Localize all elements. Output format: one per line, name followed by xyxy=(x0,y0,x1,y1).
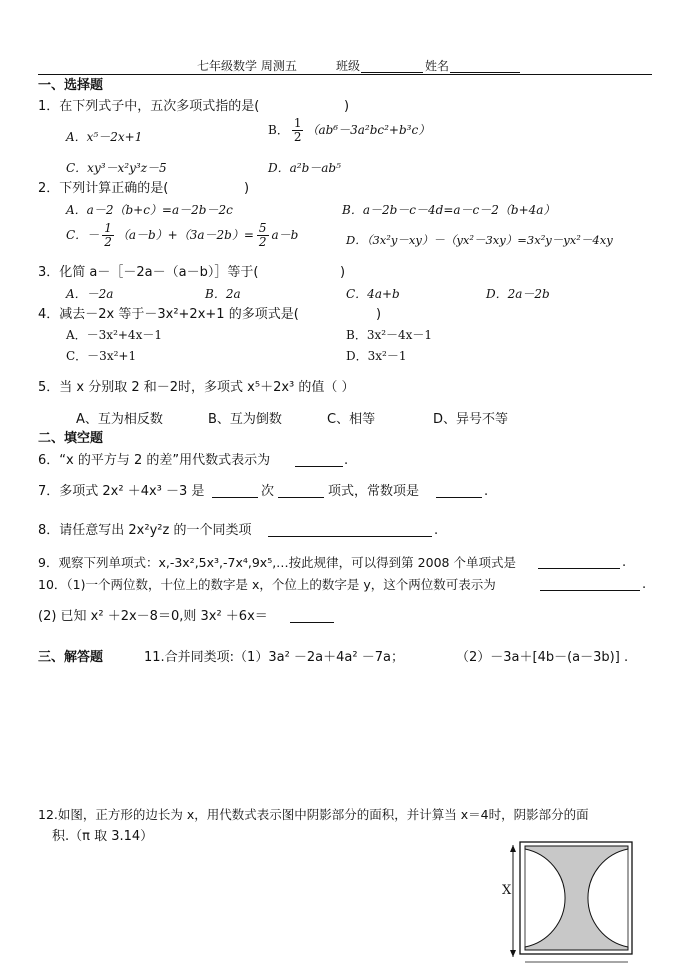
q11-part-1: 11.合并同类项:（1）3a² －2a＋4a² －7a； xyxy=(144,650,404,665)
name-label: 姓名 xyxy=(425,59,450,73)
shaded-square-figure xyxy=(500,836,640,972)
q5-option-a: A、互为相反数 xyxy=(76,412,163,427)
q6-period: . xyxy=(344,453,349,468)
q4-option-d: D．3x²－1 xyxy=(346,349,407,363)
q2-option-c-prefix: C．－ xyxy=(66,227,100,242)
q2-option-b: B．a－2b－c－4d=a－c－2（b+4a） xyxy=(342,203,556,217)
class-label: 班级 xyxy=(336,59,361,73)
q2-fraction-2-den: 2 xyxy=(258,235,267,250)
q2-option-c-middle: （a－b）+（3a－2b）= xyxy=(116,227,254,242)
q7-part-1: 7．多项式 2x² ＋4x³ －3 是 xyxy=(38,484,205,499)
q3-option-d: D．2a－2b xyxy=(486,287,550,301)
q12-line-1: 12.如图，正方形的边长为 x，用代数式表示图中阴影部分的面积，并计算当 x＝4时，阴影部分的面 xyxy=(38,807,589,822)
q2-option-c xyxy=(66,222,298,249)
q4-option-c: C．－3x²+1 xyxy=(66,349,137,363)
dimension-arrow-bottom xyxy=(510,950,516,957)
worksheet-title: 七年级数学 周测五 xyxy=(197,59,297,73)
q3-option-c: C．4a+b xyxy=(346,287,400,301)
class-blank[interactable] xyxy=(361,60,423,73)
dimension-arrow-top xyxy=(510,845,516,852)
q2-fraction-1 xyxy=(102,222,114,249)
name-blank[interactable] xyxy=(450,60,520,73)
q1-option-a: A．x⁵－2x+1 xyxy=(66,130,143,144)
q1-stem: 1．在下列式子中，五次多项式指的是( xyxy=(38,99,260,114)
q8-period: . xyxy=(434,523,439,538)
q2-fraction-1-den: 2 xyxy=(104,235,112,250)
q7-degree-blank[interactable] xyxy=(212,485,258,498)
q1-option-d: D．a²b－ab⁵ xyxy=(268,161,341,175)
q5-option-c: C、相等 xyxy=(327,412,376,427)
q5-option-b: B、互为倒数 xyxy=(208,412,282,427)
q1-option-b xyxy=(268,117,430,144)
q7-part-2: 次 xyxy=(261,484,275,499)
q10-part-2: (2) 已知 x² ＋2x－8＝0,则 3x² ＋6x＝ xyxy=(38,609,268,624)
q1-fraction-num: 1 xyxy=(293,116,302,130)
q8-stem: 8．请任意写出 2x²y²z 的一个同类项 xyxy=(38,523,252,538)
q1-fraction-den: 2 xyxy=(293,130,302,145)
q9-answer-blank[interactable] xyxy=(538,556,620,569)
q10-period: . xyxy=(642,577,647,592)
q6-answer-blank[interactable] xyxy=(295,454,343,467)
q4-stem: 4．减去－2x 等于－3x²+2x+1 的多项式是( xyxy=(38,307,299,322)
q7-terms-blank[interactable] xyxy=(278,485,324,498)
q3-stem: 3．化简 a－［－2a－（a－b）］等于( xyxy=(38,265,259,280)
q7-part-3: 项式，常数项是 xyxy=(328,484,420,499)
header-rule xyxy=(38,74,652,75)
q11-part-2: （2）－3a＋[4b－(a－3b)] . xyxy=(456,650,629,665)
section-choice-title: 一、选择题 xyxy=(38,78,104,93)
q12-line-2: 积.（π 取 3.14） xyxy=(52,829,154,844)
q1-option-b-expr: （ab⁶－3a²bc²+b³c） xyxy=(306,122,431,137)
q10-part-2-blank[interactable] xyxy=(290,610,334,623)
q7-period: . xyxy=(484,484,489,499)
q4-close: ) xyxy=(376,307,382,322)
q2-option-a: A．a－2（b+c）=a－2b－2c xyxy=(66,203,233,217)
q3-option-a: A．－2a xyxy=(66,287,114,301)
q9-stem: 9．观察下列单项式：x,-3x²,5x³,-7x⁴,9x⁵,…按此规律，可以得到第 2008 个单项式是 xyxy=(38,555,516,570)
q1-option-c: C．xy³－x²y³z－5 xyxy=(66,161,167,175)
q2-fraction-2-num: 5 xyxy=(258,221,267,235)
section-answer-title: 三、解答题 xyxy=(38,650,104,665)
section-fill-title: 二、填空题 xyxy=(38,431,104,446)
q4-option-b: B．3x²－4x－1 xyxy=(346,328,433,342)
q1-close: ) xyxy=(344,99,350,114)
q3-close: ) xyxy=(340,265,346,280)
q10-answer-blank[interactable] xyxy=(540,578,640,591)
q2-stem: 2．下列计算正确的是( xyxy=(38,181,169,196)
q1-fraction xyxy=(292,117,304,144)
q2-option-c-end: a－b xyxy=(271,227,299,242)
q5-option-d: D、异号不等 xyxy=(433,412,509,427)
q4-option-a: A．－3x²+4x－1 xyxy=(66,328,162,342)
q1-option-b-prefix: B． xyxy=(268,122,289,137)
q8-answer-blank[interactable] xyxy=(268,524,432,537)
q7-constant-blank[interactable] xyxy=(436,485,482,498)
q5-stem: 5．当 x 分别取 2 和－2时，多项式 x⁵＋2x³ 的值（ ） xyxy=(38,380,355,395)
q2-close: ) xyxy=(244,181,250,196)
figure-side-label: X xyxy=(502,883,512,898)
q2-fraction-2 xyxy=(257,222,269,249)
q2-fraction-1-num: 1 xyxy=(104,221,112,235)
q6-stem: 6．“x 的平方与 2 的差”用代数式表示为 xyxy=(38,453,271,468)
q9-period: . xyxy=(622,555,627,570)
q2-option-d: D．（3x²y－xy）－（yx²－3xy）=3x²y－yx²－4xy xyxy=(346,233,613,247)
q3-option-b: B．2a xyxy=(205,287,241,301)
q10-part-1: 10．（1)一个两位数，十位上的数字是 x，个位上的数字是 y，这个两位数可表示为 xyxy=(38,577,496,592)
